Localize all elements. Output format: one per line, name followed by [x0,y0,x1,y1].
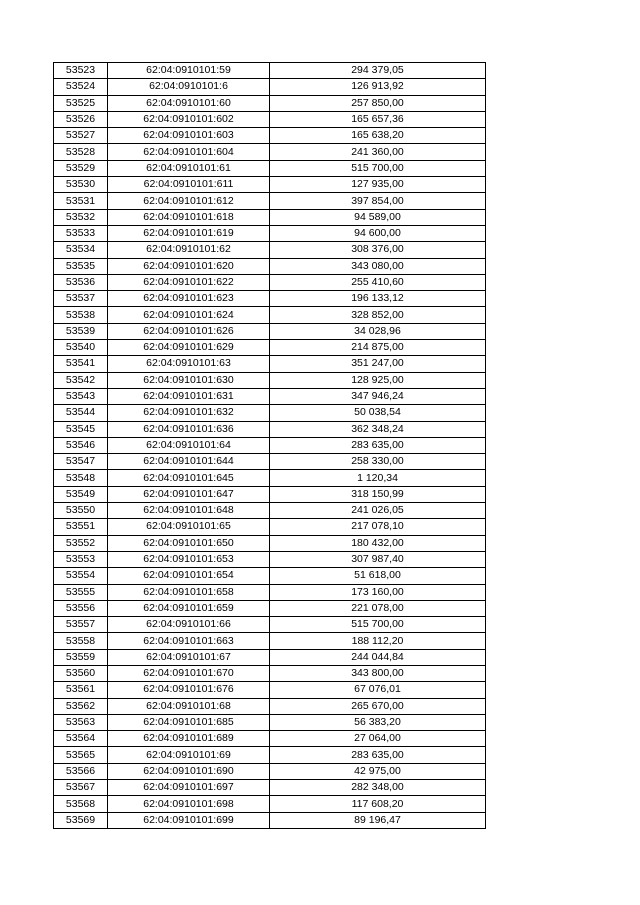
row-number-cell: 53560 [54,665,108,681]
cadastral-number-cell: 62:04:0910101:636 [108,421,270,437]
row-number-cell: 53567 [54,780,108,796]
row-number-cell: 53558 [54,633,108,649]
cadastral-number-cell: 62:04:0910101:658 [108,584,270,600]
cadastral-value-cell: 351 247,00 [270,356,486,372]
cadastral-number-cell: 62:04:0910101:69 [108,747,270,763]
row-number-cell: 53545 [54,421,108,437]
cadastral-value-cell: 515 700,00 [270,617,486,633]
cadastral-number-cell: 62:04:0910101:611 [108,177,270,193]
table-row [54,274,486,290]
cadastral-number-cell: 62:04:0910101:697 [108,780,270,796]
cadastral-number-cell: 62:04:0910101:63 [108,356,270,372]
cadastral-number-cell: 62:04:0910101:68 [108,698,270,714]
cadastral-number-cell: 62:04:0910101:699 [108,812,270,828]
cadastral-value-cell: 515 700,00 [270,160,486,176]
row-number-cell: 53525 [54,95,108,111]
row-number-cell: 53524 [54,79,108,95]
cadastral-value-cell: 165 657,36 [270,111,486,127]
table-row [54,307,486,323]
row-number-cell: 53556 [54,600,108,616]
cadastral-value-cell: 173 160,00 [270,584,486,600]
row-number-cell: 53543 [54,388,108,404]
row-number-cell: 53551 [54,519,108,535]
row-number-cell: 53526 [54,111,108,127]
table-row [54,388,486,404]
cadastral-value-cell: 27 064,00 [270,731,486,747]
table-row [54,372,486,388]
table-row [54,665,486,681]
table-row [54,111,486,127]
table-body [54,63,486,829]
row-number-cell: 53530 [54,177,108,193]
cadastral-value-cell: 89 196,47 [270,812,486,828]
cadastral-number-cell: 62:04:0910101:618 [108,209,270,225]
row-number-cell: 53565 [54,747,108,763]
cadastral-value-cell: 50 038,54 [270,405,486,421]
cadastral-number-cell: 62:04:0910101:62 [108,242,270,258]
row-number-cell: 53529 [54,160,108,176]
row-number-cell: 53550 [54,503,108,519]
table-row [54,160,486,176]
row-number-cell: 53566 [54,763,108,779]
cadastral-number-cell: 62:04:0910101:676 [108,682,270,698]
table-row [54,470,486,486]
table-row [54,731,486,747]
cadastral-number-cell: 62:04:0910101:644 [108,454,270,470]
table-row [54,356,486,372]
row-number-cell: 53562 [54,698,108,714]
cadastral-number-cell: 62:04:0910101:632 [108,405,270,421]
table-row [54,617,486,633]
row-number-cell: 53544 [54,405,108,421]
cadastral-number-cell: 62:04:0910101:620 [108,258,270,274]
cadastral-value-cell: 282 348,00 [270,780,486,796]
cadastral-number-cell: 62:04:0910101:653 [108,551,270,567]
row-number-cell: 53568 [54,796,108,812]
cadastral-number-cell: 62:04:0910101:612 [108,193,270,209]
cadastral-number-cell: 62:04:0910101:647 [108,486,270,502]
cadastral-value-cell: 318 150,99 [270,486,486,502]
cadastral-value-cell: 241 360,00 [270,144,486,160]
cadastral-number-cell: 62:04:0910101:626 [108,323,270,339]
cadastral-value-cell: 244 044,84 [270,649,486,665]
cadastral-value-cell: 196 133,12 [270,291,486,307]
row-number-cell: 53569 [54,812,108,828]
cadastral-value-cell: 94 600,00 [270,225,486,241]
cadastral-number-cell: 62:04:0910101:622 [108,274,270,290]
table-row [54,698,486,714]
cadastral-value-cell: 67 076,01 [270,682,486,698]
cadastral-value-cell: 343 800,00 [270,665,486,681]
row-number-cell: 53536 [54,274,108,290]
row-number-cell: 53563 [54,714,108,730]
cadastral-value-cell: 188 112,20 [270,633,486,649]
table-row [54,763,486,779]
cadastral-value-cell: 347 946,24 [270,388,486,404]
row-number-cell: 53535 [54,258,108,274]
table-row [54,144,486,160]
table-row [54,405,486,421]
row-number-cell: 53534 [54,242,108,258]
row-number-cell: 53540 [54,340,108,356]
cadastral-value-cell: 283 635,00 [270,747,486,763]
cadastral-number-cell: 62:04:0910101:66 [108,617,270,633]
cadastral-value-cell: 221 078,00 [270,600,486,616]
table-row [54,796,486,812]
cadastral-number-cell: 62:04:0910101:650 [108,535,270,551]
row-number-cell: 53542 [54,372,108,388]
row-number-cell: 53548 [54,470,108,486]
row-number-cell: 53549 [54,486,108,502]
row-number-cell: 53557 [54,617,108,633]
row-number-cell: 53552 [54,535,108,551]
row-number-cell: 53523 [54,63,108,79]
cadastral-number-cell: 62:04:0910101:64 [108,437,270,453]
cadastral-value-cell: 127 935,00 [270,177,486,193]
cadastral-value-cell: 328 852,00 [270,307,486,323]
cadastral-number-cell: 62:04:0910101:630 [108,372,270,388]
table-row [54,600,486,616]
row-number-cell: 53528 [54,144,108,160]
cadastral-value-cell: 42 975,00 [270,763,486,779]
cadastral-number-cell: 62:04:0910101:645 [108,470,270,486]
row-number-cell: 53539 [54,323,108,339]
cadastral-value-cell: 128 925,00 [270,372,486,388]
cadastral-value-table [53,62,486,829]
table-row [54,551,486,567]
cadastral-value-cell: 294 379,05 [270,63,486,79]
cadastral-value-cell: 180 432,00 [270,535,486,551]
table-row [54,323,486,339]
row-number-cell: 53554 [54,568,108,584]
table-row [54,79,486,95]
table-row [54,242,486,258]
cadastral-number-cell: 62:04:0910101:659 [108,600,270,616]
table-row [54,633,486,649]
table-row [54,258,486,274]
table-row [54,535,486,551]
table-row [54,812,486,828]
cadastral-value-cell: 265 670,00 [270,698,486,714]
cadastral-number-cell: 62:04:0910101:65 [108,519,270,535]
table-row [54,486,486,502]
cadastral-number-cell: 62:04:0910101:631 [108,388,270,404]
table-row [54,454,486,470]
cadastral-number-cell: 62:04:0910101:698 [108,796,270,812]
row-number-cell: 53553 [54,551,108,567]
table-row [54,340,486,356]
cadastral-number-cell: 62:04:0910101:59 [108,63,270,79]
cadastral-number-cell: 62:04:0910101:602 [108,111,270,127]
cadastral-number-cell: 62:04:0910101:67 [108,649,270,665]
cadastral-value-cell: 257 850,00 [270,95,486,111]
row-number-cell: 53537 [54,291,108,307]
cadastral-value-cell: 241 026,05 [270,503,486,519]
row-number-cell: 53533 [54,225,108,241]
cadastral-number-cell: 62:04:0910101:663 [108,633,270,649]
row-number-cell: 53559 [54,649,108,665]
row-number-cell: 53527 [54,128,108,144]
cadastral-number-cell: 62:04:0910101:685 [108,714,270,730]
row-number-cell: 53532 [54,209,108,225]
table-row [54,209,486,225]
cadastral-number-cell: 62:04:0910101:670 [108,665,270,681]
cadastral-number-cell: 62:04:0910101:689 [108,731,270,747]
row-number-cell: 53564 [54,731,108,747]
cadastral-value-cell: 56 383,20 [270,714,486,730]
cadastral-value-cell: 214 875,00 [270,340,486,356]
cadastral-value-cell: 307 987,40 [270,551,486,567]
table-row [54,747,486,763]
table-row [54,95,486,111]
cadastral-value-cell: 255 410,60 [270,274,486,290]
cadastral-number-cell: 62:04:0910101:648 [108,503,270,519]
row-number-cell: 53538 [54,307,108,323]
cadastral-value-cell: 258 330,00 [270,454,486,470]
cadastral-number-cell: 62:04:0910101:619 [108,225,270,241]
table-row [54,421,486,437]
cadastral-value-cell: 1 120,34 [270,470,486,486]
table-row [54,780,486,796]
cadastral-number-cell: 62:04:0910101:690 [108,763,270,779]
cadastral-value-cell: 117 608,20 [270,796,486,812]
table-row [54,519,486,535]
row-number-cell: 53546 [54,437,108,453]
cadastral-value-cell: 126 913,92 [270,79,486,95]
table-row [54,503,486,519]
table-row [54,714,486,730]
table-row [54,649,486,665]
table-row [54,128,486,144]
cadastral-value-cell: 51 618,00 [270,568,486,584]
cadastral-number-cell: 62:04:0910101:624 [108,307,270,323]
cadastral-number-cell: 62:04:0910101:603 [108,128,270,144]
cadastral-value-cell: 217 078,10 [270,519,486,535]
cadastral-value-cell: 397 854,00 [270,193,486,209]
table-row [54,193,486,209]
cadastral-value-cell: 362 348,24 [270,421,486,437]
cadastral-value-cell: 165 638,20 [270,128,486,144]
cadastral-number-cell: 62:04:0910101:629 [108,340,270,356]
cadastral-number-cell: 62:04:0910101:604 [108,144,270,160]
table-row [54,568,486,584]
cadastral-number-cell: 62:04:0910101:6 [108,79,270,95]
row-number-cell: 53547 [54,454,108,470]
table-row [54,584,486,600]
table-row [54,225,486,241]
table-row [54,63,486,79]
table-row [54,437,486,453]
row-number-cell: 53531 [54,193,108,209]
table-row [54,291,486,307]
cadastral-number-cell: 62:04:0910101:60 [108,95,270,111]
cadastral-value-cell: 343 080,00 [270,258,486,274]
cadastral-value-cell: 308 376,00 [270,242,486,258]
cadastral-number-cell: 62:04:0910101:623 [108,291,270,307]
cadastral-number-cell: 62:04:0910101:61 [108,160,270,176]
row-number-cell: 53541 [54,356,108,372]
row-number-cell: 53561 [54,682,108,698]
row-number-cell: 53555 [54,584,108,600]
table-row [54,177,486,193]
cadastral-value-cell: 34 028,96 [270,323,486,339]
cadastral-value-cell: 94 589,00 [270,209,486,225]
cadastral-value-cell: 283 635,00 [270,437,486,453]
table-row [54,682,486,698]
cadastral-number-cell: 62:04:0910101:654 [108,568,270,584]
